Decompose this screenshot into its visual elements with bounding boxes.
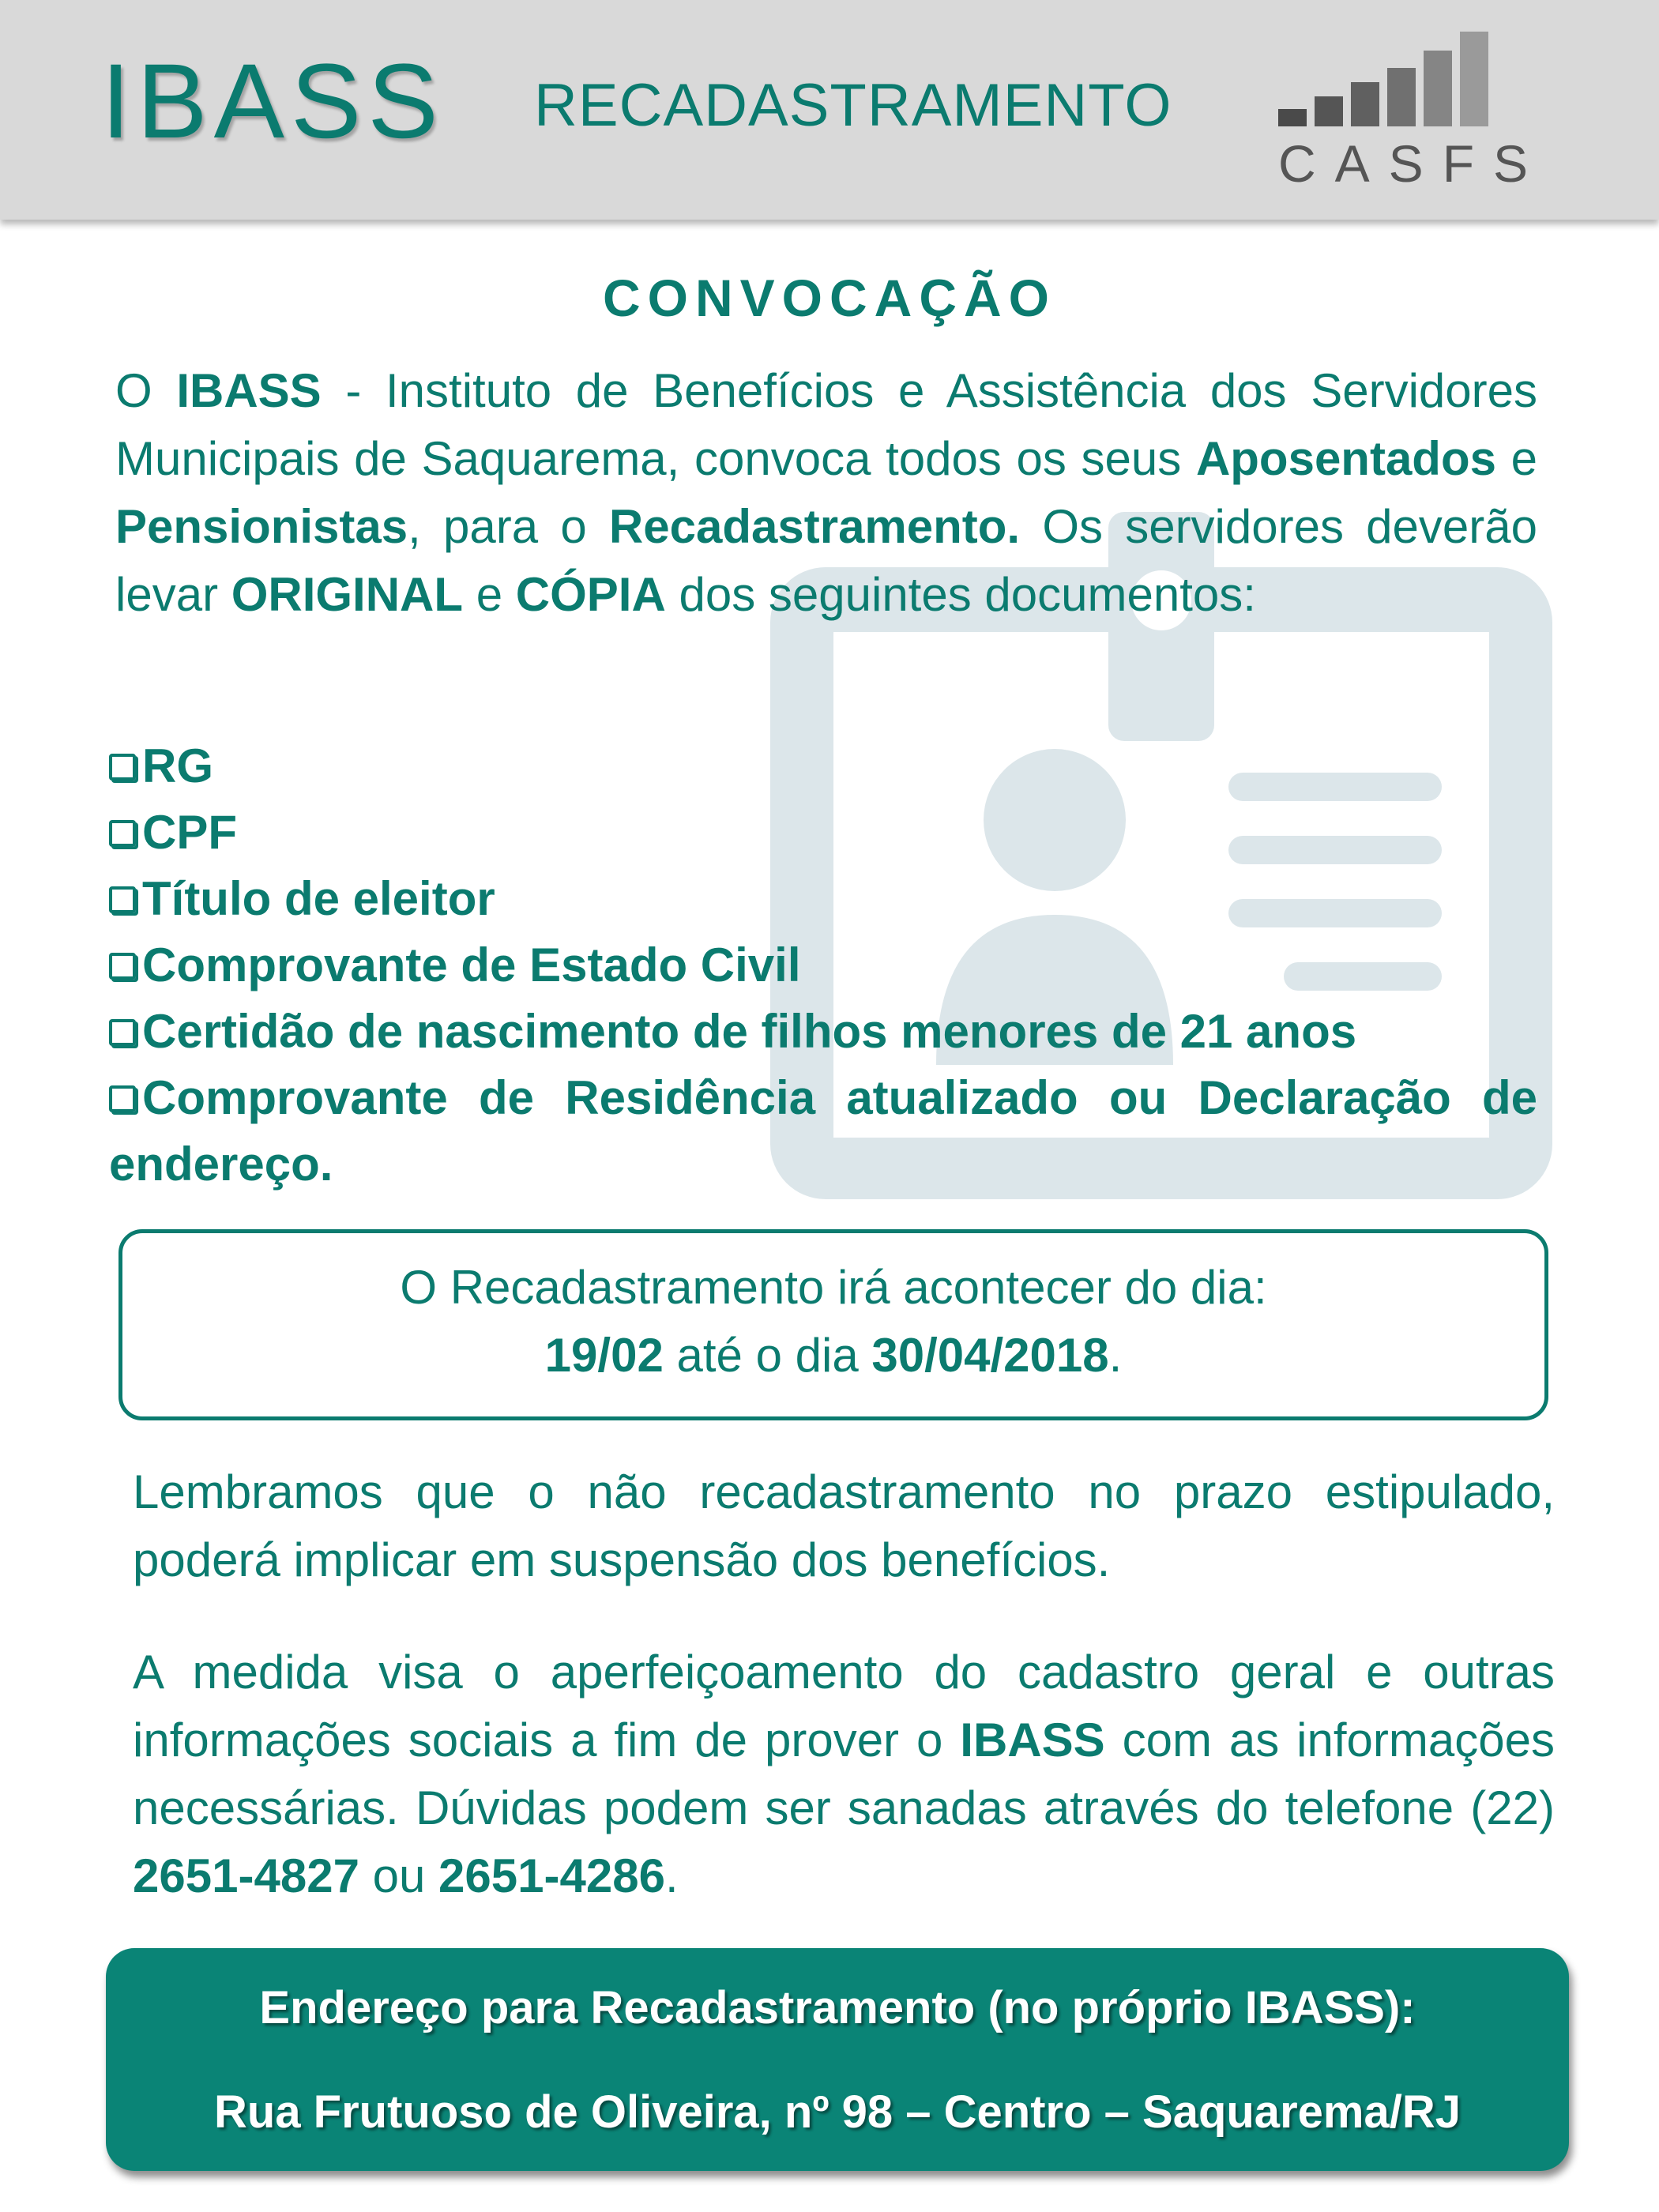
checkbox-icon [109,886,136,913]
purpose-text: A medida visa o aperfeiçoamento do cadastro geral e outras informações sociais a fim de prover o [133,1646,1555,1766]
date-range [122,1322,1544,1390]
intro-org: IBASS [176,364,322,417]
purpose-org: IBASS [960,1714,1105,1766]
checkbox-icon [109,820,136,847]
casfs-bars-icon [1278,27,1539,137]
header-banner [0,0,1659,220]
date-period: . [1108,1329,1123,1382]
document-list [109,733,1537,1198]
list-item [109,866,1537,932]
document-label: Comprovante de Estado Civil [142,939,801,991]
purpose-text: ou [359,1849,439,1902]
start-date: 19/02 [544,1329,664,1382]
intro-paragraph [115,357,1537,629]
intro-text: e [1495,432,1537,485]
document-label: Título de eleitor [142,872,495,925]
document-label: RG [142,739,213,792]
phone-number-1: 2651-4827 [133,1849,359,1902]
document-label: CPF [142,806,237,859]
checkbox-icon [109,1019,136,1046]
reminder-paragraph: Lembramos que o não recadastramento no prazo estipulado, poderá implicar em suspensão dos benefícios. [133,1465,1555,1586]
checkbox-icon [109,754,136,781]
list-item [109,799,1537,866]
intro-org-desc: - Instituto de Benefícios e Assistência dos Servidores Municipais de Saquarema, convoca todos os seus [115,364,1537,485]
document-label: Certidão de nascimento de filhos menores de 21 anos [142,1005,1357,1058]
list-item [109,1065,1537,1198]
purpose-paragraph [133,1638,1555,1910]
ibass-logo-text: IBASS [101,43,445,160]
checkbox-icon [109,1085,136,1112]
document-label: Comprovante de Residência atualizado ou Declaração de endereço. [109,1071,1537,1191]
address-banner [106,1948,1569,2171]
casfs-logo-text: CASFS [1278,134,1548,193]
address-value: Rua Frutuoso de Oliveira, nº 98 – Centro – Saquarema/RJ [214,2086,1461,2138]
notice-heading: CONVOCAÇÃO [602,269,1056,327]
intro-group-pensioners: Pensionistas [115,500,408,553]
date-range-box [118,1229,1548,1420]
checkbox-icon [109,953,136,980]
intro-text: Os servidores deverão levar [115,500,1537,621]
intro-action: Recadastramento. [608,500,1021,553]
purpose-period: . [664,1849,679,1902]
intro-group-retirees: Aposentados [1195,432,1496,485]
intro-text: O [115,364,177,417]
date-connector: até o dia [663,1329,872,1382]
casfs-logo [1278,27,1548,193]
intro-text: dos seguintes documentos: [665,568,1256,621]
intro-text: e [463,568,516,621]
list-item [109,999,1537,1065]
intro-copy: CÓPIA [515,568,666,621]
intro-text: , para o [408,500,609,553]
date-intro: O Recadastramento irá acontecer do dia: [400,1261,1267,1314]
phone-number-2: 2651-4286 [438,1849,665,1902]
intro-original: ORIGINAL [231,568,464,621]
address-label: Endereço para Recadastramento (no próprio IBASS): [259,1982,1416,2033]
header-title: RECADASTRAMENTO [534,72,1172,139]
purpose-text: com as informações necessárias. Dúvidas podem ser sanadas através do telefone (22) [133,1714,1555,1834]
list-item [109,932,1537,999]
end-date: 30/04/2018 [871,1329,1109,1382]
list-item [109,733,1537,799]
